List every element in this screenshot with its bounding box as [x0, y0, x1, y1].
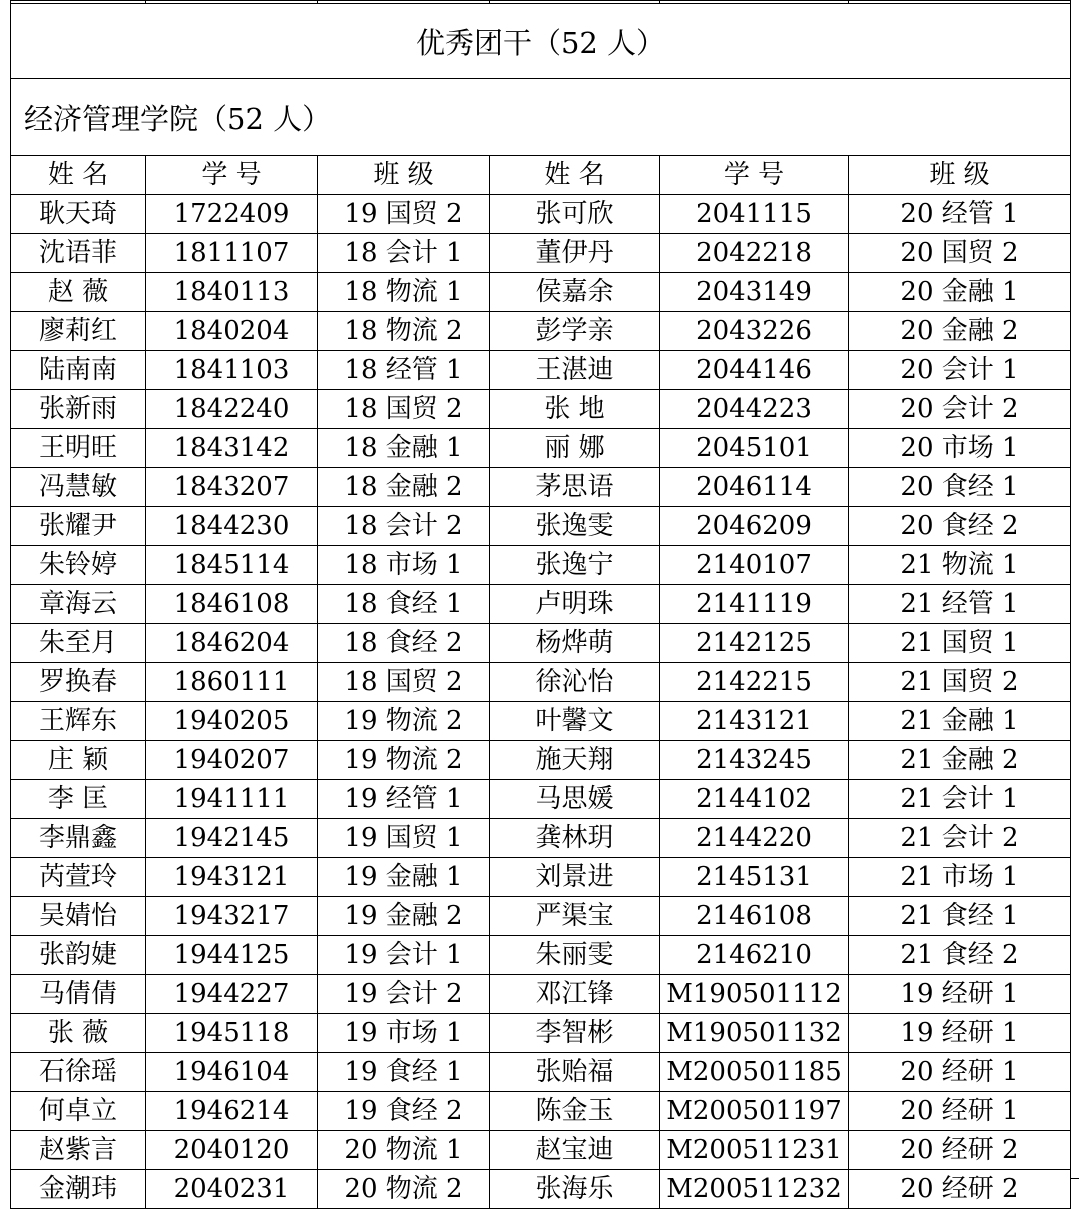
student-id: 1841103 [146, 351, 318, 390]
student-id-2: 2143121 [660, 702, 849, 741]
table-row [11, 468, 1071, 507]
student-id-2: 2143245 [660, 741, 849, 780]
class-name-2: 19 经研 1 [849, 975, 1071, 1014]
student-name-2: 王湛迪 [490, 351, 660, 390]
student-name-2: 张可欣 [490, 195, 660, 234]
student-name-2: 李智彬 [490, 1014, 660, 1053]
student-name-2: 马思媛 [490, 780, 660, 819]
table-title: 优秀团干（52 人） [11, 4, 1071, 79]
class-name-2: 20 食经 2 [849, 507, 1071, 546]
student-id: 1846108 [146, 585, 318, 624]
student-id: 1946104 [146, 1053, 318, 1092]
student-name: 王明旺 [11, 429, 146, 468]
table-row [11, 234, 1071, 273]
student-name: 张新雨 [11, 390, 146, 429]
student-name-2: 杨烨萌 [490, 624, 660, 663]
table-row [11, 780, 1071, 819]
student-name-2: 董伊丹 [490, 234, 660, 273]
student-id-2: M200501185 [660, 1053, 849, 1092]
class-name-2: 20 会计 1 [849, 351, 1071, 390]
student-name: 沈语菲 [11, 234, 146, 273]
student-id: 1843142 [146, 429, 318, 468]
department-heading: 经济管理学院（52 人） [11, 79, 1071, 156]
student-name: 陆南南 [11, 351, 146, 390]
student-id-2: M200511231 [660, 1131, 849, 1170]
table-row [11, 195, 1071, 234]
class-name-2: 21 金融 1 [849, 702, 1071, 741]
class-name-2: 20 金融 2 [849, 312, 1071, 351]
class-name: 20 物流 1 [318, 1131, 490, 1170]
student-name: 赵 薇 [11, 273, 146, 312]
table-row [11, 897, 1071, 936]
table-row [11, 273, 1071, 312]
student-name: 何卓立 [11, 1092, 146, 1131]
student-id: 1945118 [146, 1014, 318, 1053]
student-id: 1811107 [146, 234, 318, 273]
student-name-2: 龚林玥 [490, 819, 660, 858]
student-id-2: 2146108 [660, 897, 849, 936]
table-row [11, 1170, 1071, 1209]
class-name: 18 食经 1 [318, 585, 490, 624]
table-row [11, 975, 1071, 1014]
student-id: 1943217 [146, 897, 318, 936]
class-name-2: 21 国贸 1 [849, 624, 1071, 663]
header-student-id-2: 学 号 [660, 156, 849, 195]
student-id: 1944227 [146, 975, 318, 1014]
table-row [11, 624, 1071, 663]
class-name-2: 20 市场 1 [849, 429, 1071, 468]
class-name-2: 20 经研 2 [849, 1170, 1071, 1209]
student-id: 1940207 [146, 741, 318, 780]
class-name-2: 20 国贸 2 [849, 234, 1071, 273]
table-row [11, 1092, 1071, 1131]
student-id-2: 2141119 [660, 585, 849, 624]
student-name-2: 朱丽雯 [490, 936, 660, 975]
class-name: 19 食经 2 [318, 1092, 490, 1131]
department-row [11, 79, 1071, 156]
table-row [11, 936, 1071, 975]
student-name: 金潮玮 [11, 1170, 146, 1209]
student-name-2: 叶馨文 [490, 702, 660, 741]
table-row [11, 663, 1071, 702]
student-name-2: 徐沁怡 [490, 663, 660, 702]
class-name: 19 市场 1 [318, 1014, 490, 1053]
student-id-2: M200511232 [660, 1170, 849, 1209]
student-id: 1845114 [146, 546, 318, 585]
header-class-2: 班 级 [849, 156, 1071, 195]
class-name: 18 市场 1 [318, 546, 490, 585]
page-corner-mark [1071, 1178, 1079, 1179]
class-name-2: 21 食经 1 [849, 897, 1071, 936]
student-id: 1943121 [146, 858, 318, 897]
award-table [10, 0, 1071, 1209]
class-name: 18 食经 2 [318, 624, 490, 663]
student-id-2: M190501112 [660, 975, 849, 1014]
class-name-2: 20 经研 1 [849, 1053, 1071, 1092]
header-class: 班 级 [318, 156, 490, 195]
student-name-2: 张逸雯 [490, 507, 660, 546]
student-id-2: 2046114 [660, 468, 849, 507]
table-row [11, 1014, 1071, 1053]
student-name: 朱铃婷 [11, 546, 146, 585]
table-row [11, 390, 1071, 429]
student-name: 李 匡 [11, 780, 146, 819]
class-name: 19 食经 1 [318, 1053, 490, 1092]
student-name-2: 张贻福 [490, 1053, 660, 1092]
table-row [11, 1131, 1071, 1170]
class-name-2: 21 会计 2 [849, 819, 1071, 858]
student-id-2: M190501132 [660, 1014, 849, 1053]
student-name-2: 张逸宁 [490, 546, 660, 585]
class-name-2: 21 会计 1 [849, 780, 1071, 819]
table-row [11, 585, 1071, 624]
student-id-2: 2044223 [660, 390, 849, 429]
student-id-2: 2146210 [660, 936, 849, 975]
class-name-2: 20 会计 2 [849, 390, 1071, 429]
student-id: 1846204 [146, 624, 318, 663]
class-name-2: 21 市场 1 [849, 858, 1071, 897]
table-row [11, 351, 1071, 390]
student-name: 张 薇 [11, 1014, 146, 1053]
table-row [11, 858, 1071, 897]
student-id: 2040120 [146, 1131, 318, 1170]
class-name: 18 会计 1 [318, 234, 490, 273]
student-name: 罗换春 [11, 663, 146, 702]
class-name: 19 国贸 2 [318, 195, 490, 234]
student-id: 1944125 [146, 936, 318, 975]
student-id: 1860111 [146, 663, 318, 702]
class-name: 18 物流 1 [318, 273, 490, 312]
class-name: 19 会计 2 [318, 975, 490, 1014]
student-name-2: 丽 娜 [490, 429, 660, 468]
class-name: 18 金融 1 [318, 429, 490, 468]
class-name: 18 物流 2 [318, 312, 490, 351]
class-name: 18 国贸 2 [318, 663, 490, 702]
student-id: 1844230 [146, 507, 318, 546]
student-id-2: 2042218 [660, 234, 849, 273]
table-row [11, 546, 1071, 585]
class-name: 19 会计 1 [318, 936, 490, 975]
student-id: 1940205 [146, 702, 318, 741]
class-name: 18 会计 2 [318, 507, 490, 546]
student-id: 1840113 [146, 273, 318, 312]
column-header-row [11, 156, 1071, 195]
student-name-2: 侯嘉余 [490, 273, 660, 312]
class-name-2: 21 物流 1 [849, 546, 1071, 585]
student-id-2: 2045101 [660, 429, 849, 468]
student-name: 马倩倩 [11, 975, 146, 1014]
student-name-2: 严渠宝 [490, 897, 660, 936]
student-name-2: 卢明珠 [490, 585, 660, 624]
class-name: 18 金融 2 [318, 468, 490, 507]
table-row [11, 702, 1071, 741]
student-name-2: 赵宝迪 [490, 1131, 660, 1170]
student-name-2: 张 地 [490, 390, 660, 429]
student-id-2: 2140107 [660, 546, 849, 585]
class-name: 19 物流 2 [318, 702, 490, 741]
student-name: 石徐瑶 [11, 1053, 146, 1092]
class-name: 19 国贸 1 [318, 819, 490, 858]
student-id-2: 2041115 [660, 195, 849, 234]
table-row [11, 819, 1071, 858]
student-name: 吴婧怡 [11, 897, 146, 936]
class-name-2: 20 经研 1 [849, 1092, 1071, 1131]
class-name-2: 21 经管 1 [849, 585, 1071, 624]
class-name: 19 金融 1 [318, 858, 490, 897]
table-row [11, 507, 1071, 546]
student-name: 赵紫言 [11, 1131, 146, 1170]
class-name-2: 20 经研 2 [849, 1131, 1071, 1170]
student-id-2: 2043149 [660, 273, 849, 312]
header-name-2: 姓 名 [490, 156, 660, 195]
student-id-2: 2044146 [660, 351, 849, 390]
student-name-2: 彭学亲 [490, 312, 660, 351]
student-name: 李鼎鑫 [11, 819, 146, 858]
student-id: 1942145 [146, 819, 318, 858]
table-row [11, 1053, 1071, 1092]
student-id: 1722409 [146, 195, 318, 234]
student-id-2: 2046209 [660, 507, 849, 546]
student-name: 王辉东 [11, 702, 146, 741]
class-name: 19 金融 2 [318, 897, 490, 936]
student-id: 1946214 [146, 1092, 318, 1131]
student-name-2: 施天翔 [490, 741, 660, 780]
class-name: 19 物流 2 [318, 741, 490, 780]
class-name-2: 21 国贸 2 [849, 663, 1071, 702]
student-name: 张耀尹 [11, 507, 146, 546]
student-name: 章海云 [11, 585, 146, 624]
class-name: 19 经管 1 [318, 780, 490, 819]
student-id: 2040231 [146, 1170, 318, 1209]
class-name-2: 20 金融 1 [849, 273, 1071, 312]
title-row [11, 4, 1071, 79]
student-id-2: 2043226 [660, 312, 849, 351]
student-name: 耿天琦 [11, 195, 146, 234]
student-id-2: 2142125 [660, 624, 849, 663]
student-id-2: 2144102 [660, 780, 849, 819]
student-id-2: 2145131 [660, 858, 849, 897]
student-id: 1840204 [146, 312, 318, 351]
student-id-2: M200501197 [660, 1092, 849, 1131]
student-name: 廖莉红 [11, 312, 146, 351]
student-id-2: 2142215 [660, 663, 849, 702]
class-name: 18 经管 1 [318, 351, 490, 390]
student-id: 1843207 [146, 468, 318, 507]
class-name-2: 19 经研 1 [849, 1014, 1071, 1053]
student-id-2: 2144220 [660, 819, 849, 858]
student-name-2: 张海乐 [490, 1170, 660, 1209]
class-name: 20 物流 2 [318, 1170, 490, 1209]
award-list-document [10, 0, 1070, 1209]
class-name-2: 20 经管 1 [849, 195, 1071, 234]
student-id: 1842240 [146, 390, 318, 429]
student-name: 张韵婕 [11, 936, 146, 975]
student-name: 庄 颖 [11, 741, 146, 780]
class-name: 18 国贸 2 [318, 390, 490, 429]
table-row [11, 312, 1071, 351]
class-name-2: 21 食经 2 [849, 936, 1071, 975]
class-name-2: 20 食经 1 [849, 468, 1071, 507]
student-name-2: 邓江锋 [490, 975, 660, 1014]
student-name-2: 刘景进 [490, 858, 660, 897]
student-id: 1941111 [146, 780, 318, 819]
header-name: 姓 名 [11, 156, 146, 195]
student-name-2: 陈金玉 [490, 1092, 660, 1131]
table-row [11, 429, 1071, 468]
table-row [11, 741, 1071, 780]
student-name: 朱至月 [11, 624, 146, 663]
student-name-2: 茅思语 [490, 468, 660, 507]
student-name: 芮萱玲 [11, 858, 146, 897]
class-name-2: 21 金融 2 [849, 741, 1071, 780]
header-student-id: 学 号 [146, 156, 318, 195]
student-name: 冯慧敏 [11, 468, 146, 507]
